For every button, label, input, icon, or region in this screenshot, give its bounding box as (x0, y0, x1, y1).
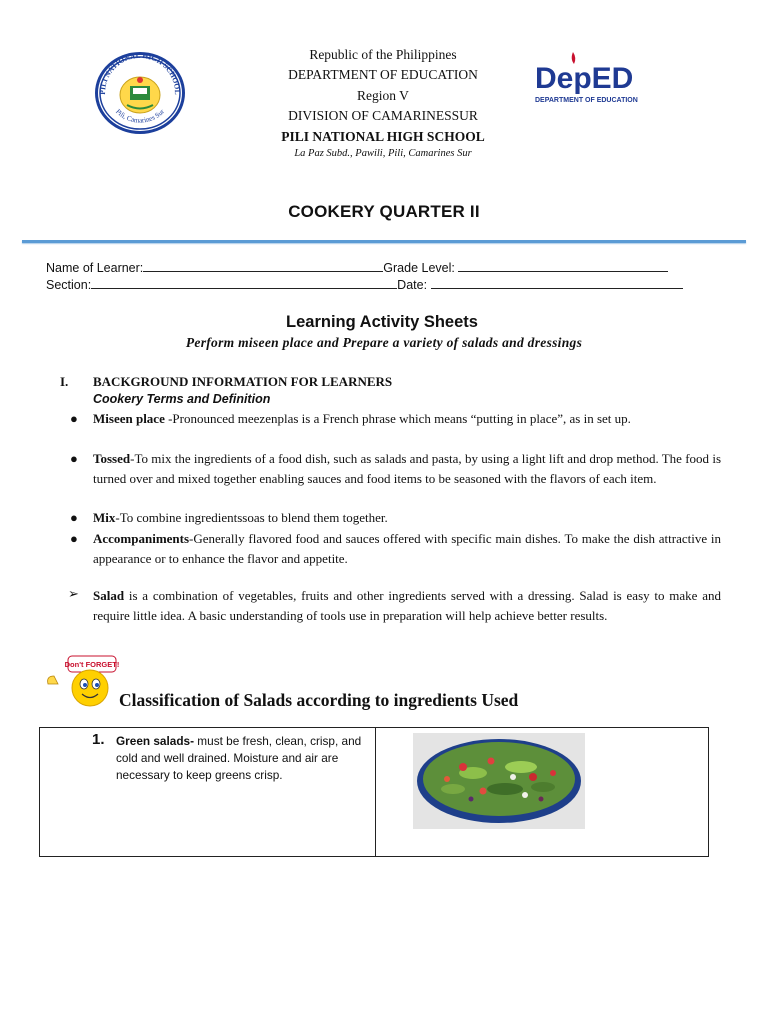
badge-text: Don't FORGET! (64, 660, 120, 669)
term-name: Accompaniments (93, 531, 190, 546)
term-definition: -Generally flavored food and sauces offered with specific main dishes. To make the dish attractive in appearance or to enhance the flavor and appetite. (93, 531, 721, 566)
item-text: must be fresh, clean, crisp, and cold and well drained. Moisture and air are necessary to keep greens crisp. (116, 734, 362, 782)
field-row-section (46, 277, 683, 292)
bullet-dot-icon: ● (70, 531, 78, 546)
section-number: I. (60, 374, 69, 389)
grade-input-line[interactable] (458, 260, 668, 272)
term-tossed (93, 449, 721, 488)
green-salads-description (116, 733, 372, 784)
grade-label: Grade Level: (383, 261, 459, 275)
section-label: Section: (46, 278, 92, 292)
deped-logo-subtext: DEPARTMENT OF EDUCATION (535, 97, 638, 104)
item-name: Green salads- (116, 734, 195, 748)
field-row-name (46, 260, 668, 275)
section-input-line[interactable] (91, 277, 397, 289)
name-label: Name of Learner: (46, 261, 144, 275)
dont-forget-badge-icon (44, 654, 122, 708)
arrow-bullet-icon: ➢ (68, 587, 79, 602)
term-mix (93, 508, 721, 528)
table-column-divider (375, 728, 376, 856)
bullet-dot-icon: ● (70, 510, 78, 525)
date-label: Date: (397, 278, 431, 292)
header-division: DIVISION OF CAMARINESSUR (288, 108, 478, 123)
section-subtitle: Cookery Terms and Definition (93, 392, 271, 406)
item-number: 1. (92, 731, 105, 748)
classification-title: Classification of Salads according to ingredients Used (119, 690, 519, 710)
page-title: COOKERY QUARTER II (288, 202, 480, 221)
deped-logo-text: DepED (535, 62, 634, 95)
green-salad-image (413, 733, 585, 829)
header-address: La Paz Subd., Pawili, Pili, Camarines Sur (294, 148, 472, 159)
activity-title: Learning Activity Sheets (286, 313, 478, 331)
header-school-name: PILI NATIONAL HIGH SCHOOL (281, 129, 485, 144)
salad-term: Salad (93, 588, 125, 603)
term-name: Miseen place (93, 411, 165, 426)
activity-subtitle: Perform miseen place and Prepare a variety of salads and dressings (185, 335, 583, 350)
section-title: BACKGROUND INFORMATION FOR LEARNERS (93, 374, 393, 389)
term-definition: -To mix the ingredients of a food dish, such as salads and pasta, by using a light lift and drop method. The food is turned over and mixed together enabling sauces and food items to be seasoned with the flavors of each item. (93, 451, 721, 486)
term-miseen-place (93, 409, 721, 429)
seal-top-text: PILI NATIONAL HIGH SCHOOL (97, 50, 183, 95)
deped-logo (533, 48, 639, 110)
header-divider (22, 240, 746, 243)
bullet-dot-icon: ● (70, 411, 78, 426)
seal-bottom-text: Pili, Camarines Sur (114, 107, 166, 125)
date-input-line[interactable] (431, 277, 683, 289)
term-accompaniments (93, 529, 721, 568)
term-name: Mix (93, 510, 116, 525)
header-region: Region V (357, 88, 409, 103)
term-definition: -Pronounced meezenplas is a French phrase which means “putting in place”, as in set up. (164, 411, 631, 426)
salad-definition (93, 586, 721, 625)
header-department: DEPARTMENT OF EDUCATION (288, 67, 478, 82)
term-definition: -To combine ingredientssoas to blend them together. (115, 510, 388, 525)
bullet-dot-icon: ● (70, 451, 78, 466)
header-republic: Republic of the Philippines (309, 47, 457, 62)
school-seal-logo (93, 50, 187, 136)
salad-classification-table (39, 727, 709, 857)
salad-text: is a combination of vegetables, fruits and other ingredients served with a dressing. Salad is easy to make and require little idea. A basic understanding of tools use in preparation will help achieve better results. (93, 588, 721, 623)
term-name: Tossed (93, 451, 131, 466)
name-input-line[interactable] (143, 260, 383, 272)
